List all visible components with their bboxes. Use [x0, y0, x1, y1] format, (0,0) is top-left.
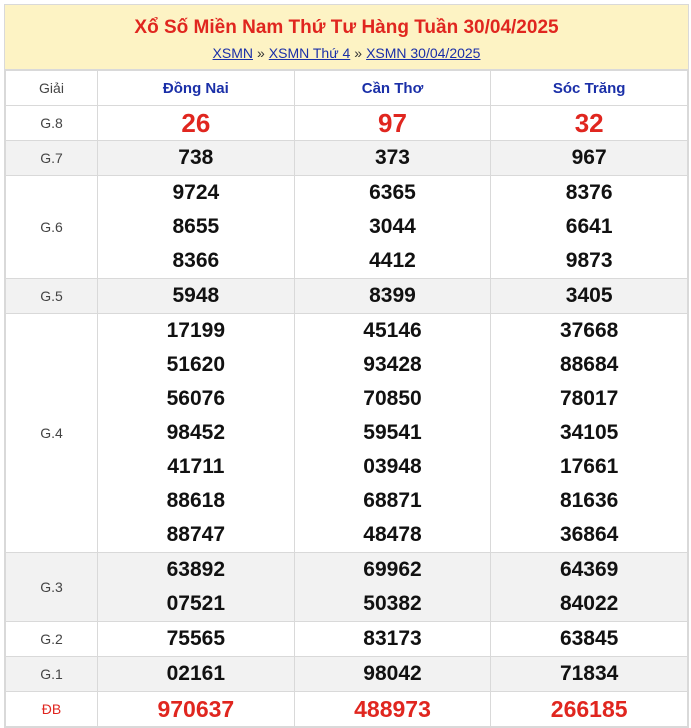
- result-cell: [98, 622, 295, 657]
- result-number: 8655: [172, 215, 220, 238]
- result-cell: [491, 553, 688, 622]
- result-cell: [294, 622, 491, 657]
- column-header-prize: Giải: [6, 71, 98, 106]
- result-number: 26: [181, 108, 211, 138]
- result-number: 03948: [363, 455, 422, 478]
- result-cell: [294, 553, 491, 622]
- result-number: 83173: [363, 627, 422, 650]
- results-table: [5, 70, 688, 727]
- result-cell: [491, 622, 688, 657]
- result-number: 32: [574, 108, 604, 138]
- result-cell: [491, 692, 688, 727]
- result-cell: [98, 176, 295, 279]
- lottery-results-panel: [4, 4, 689, 728]
- column-header-soc-trang[interactable]: Sóc Trăng: [491, 71, 688, 106]
- prize-label: G.7: [6, 141, 98, 176]
- result-number: 36864: [559, 523, 619, 546]
- result-number: 70850: [363, 387, 422, 410]
- result-number: 17661: [559, 455, 619, 478]
- result-cell: [491, 314, 688, 553]
- result-number: 88684: [559, 353, 619, 376]
- breadcrumb-link-xsmn-thu-4[interactable]: XSMN Thứ 4: [268, 45, 351, 61]
- result-number: 64369: [559, 558, 619, 581]
- results-header: [5, 5, 688, 70]
- column-header-dong-nai[interactable]: Đồng Nai: [98, 71, 295, 106]
- prize-label: ĐB: [6, 692, 98, 727]
- table-row: [6, 141, 688, 176]
- result-number: 17199: [166, 319, 226, 342]
- result-cell: [491, 657, 688, 692]
- result-number: 07521: [166, 592, 226, 615]
- prize-label: G.8: [6, 106, 98, 141]
- table-row: [6, 106, 688, 141]
- breadcrumb-link-xsmn[interactable]: XSMN: [212, 45, 253, 61]
- result-number: 48478: [363, 523, 422, 546]
- result-cell: [98, 657, 295, 692]
- prize-label: G.2: [6, 622, 98, 657]
- result-cell: [294, 657, 491, 692]
- prize-label: G.6: [6, 176, 98, 279]
- column-header-can-tho[interactable]: Cần Thơ: [294, 71, 491, 106]
- table-row: [6, 622, 688, 657]
- result-number: 9724: [172, 181, 220, 204]
- table-row: [6, 692, 688, 727]
- result-number: 9873: [565, 249, 613, 272]
- table-row: [6, 279, 688, 314]
- result-number: 63892: [166, 558, 226, 581]
- result-cell: [294, 692, 491, 727]
- prize-label: G.4: [6, 314, 98, 553]
- result-cell: [491, 141, 688, 176]
- result-number: 75565: [166, 627, 226, 650]
- page-title: Xổ Số Miền Nam Thứ Tư Hàng Tuần 30/04/2025: [134, 17, 559, 38]
- result-cell: [294, 279, 491, 314]
- breadcrumb: [5, 44, 688, 62]
- result-number: 45146: [363, 319, 422, 342]
- table-row: [6, 314, 688, 553]
- result-number: 56076: [166, 387, 226, 410]
- result-number: 373: [374, 146, 410, 169]
- result-number: 8376: [565, 181, 613, 204]
- result-number: 02161: [166, 662, 226, 685]
- result-number: 98042: [363, 662, 422, 685]
- breadcrumb-separator: »: [256, 45, 265, 61]
- breadcrumb-link-xsmn-date[interactable]: XSMN 30/04/2025: [366, 45, 481, 61]
- result-cell: [294, 141, 491, 176]
- result-number: 84022: [559, 592, 619, 615]
- result-number: 51620: [166, 353, 226, 376]
- result-cell: [98, 692, 295, 727]
- result-number: 69962: [363, 558, 422, 581]
- special-prize-number: 970637: [157, 696, 235, 722]
- result-number: 98452: [166, 421, 226, 444]
- result-cell: [98, 279, 295, 314]
- result-cell: [294, 106, 491, 141]
- result-number: 81636: [559, 489, 619, 512]
- result-number: 8366: [172, 249, 220, 272]
- result-number: 68871: [363, 489, 422, 512]
- result-number: 4412: [369, 249, 416, 272]
- breadcrumb-separator: »: [354, 45, 363, 61]
- result-number: 3405: [565, 284, 613, 307]
- table-row: [6, 176, 688, 279]
- result-number: 88747: [166, 523, 226, 546]
- result-cell: [98, 106, 295, 141]
- result-number: 37668: [559, 319, 619, 342]
- result-number: 967: [571, 146, 607, 169]
- prize-label: G.3: [6, 553, 98, 622]
- result-number: 97: [378, 108, 407, 138]
- result-cell: [98, 314, 295, 553]
- result-number: 5948: [172, 284, 220, 307]
- result-number: 78017: [559, 387, 619, 410]
- prize-label: G.1: [6, 657, 98, 692]
- result-number: 8399: [369, 284, 416, 307]
- table-row: [6, 553, 688, 622]
- result-cell: [294, 314, 491, 553]
- result-number: 59541: [363, 421, 422, 444]
- table-row: [6, 657, 688, 692]
- result-cell: [98, 141, 295, 176]
- result-number: 6365: [369, 181, 416, 204]
- result-cell: [98, 553, 295, 622]
- prize-label: G.5: [6, 279, 98, 314]
- result-number: 738: [178, 146, 214, 169]
- special-prize-number: 488973: [354, 696, 431, 722]
- table-header-row: [6, 71, 688, 106]
- result-number: 71834: [559, 662, 619, 685]
- result-number: 63845: [559, 627, 619, 650]
- result-number: 93428: [363, 353, 422, 376]
- result-number: 3044: [369, 215, 416, 238]
- result-number: 34105: [559, 421, 619, 444]
- result-number: 6641: [565, 215, 613, 238]
- result-number: 88618: [166, 489, 226, 512]
- result-cell: [491, 106, 688, 141]
- result-cell: [491, 176, 688, 279]
- result-number: 41711: [167, 455, 225, 478]
- special-prize-number: 266185: [550, 696, 628, 722]
- result-number: 50382: [363, 592, 422, 615]
- result-cell: [294, 176, 491, 279]
- result-cell: [491, 279, 688, 314]
